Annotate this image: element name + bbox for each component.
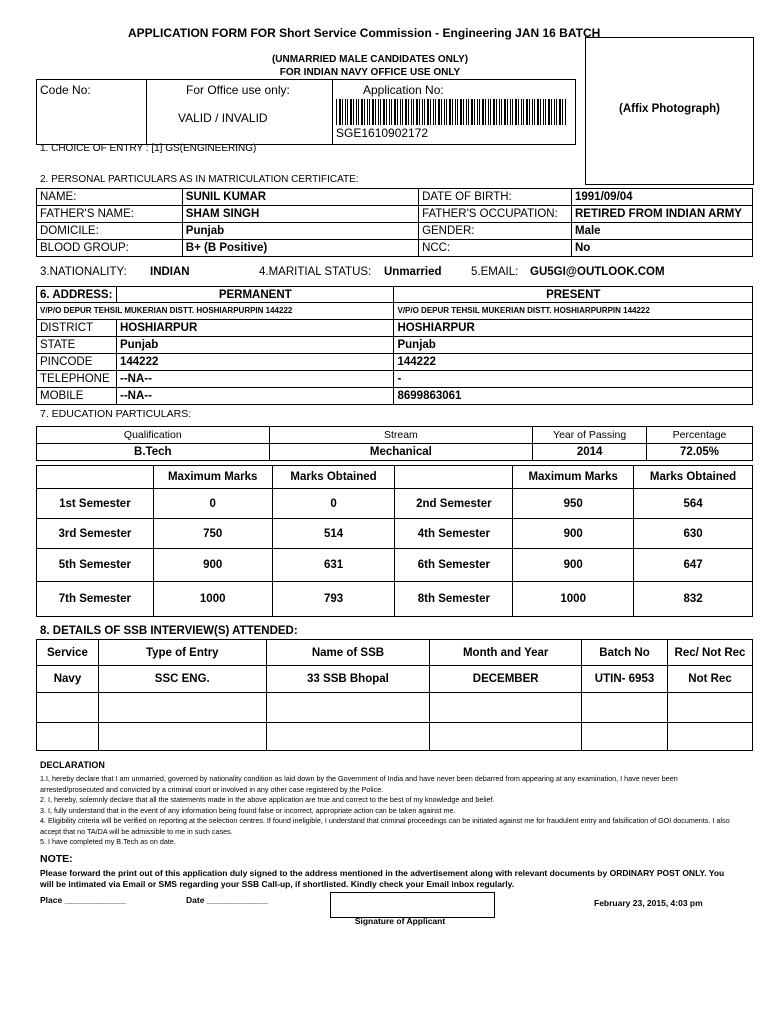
table-cell: 564 [634, 489, 753, 519]
table-cell: DECEMBER [430, 666, 582, 693]
table-cell: 793 [272, 582, 395, 617]
email-value: GU5GI@OUTLOOK.COM [530, 266, 665, 278]
email-label: 5.EMAIL: [471, 266, 519, 278]
table-cell: No [572, 240, 753, 257]
table-cell: 2nd Semester [395, 489, 513, 519]
table-cell [37, 693, 99, 723]
application-no-label: Application No: [363, 83, 444, 97]
table-cell: Punjab [116, 337, 394, 354]
table-cell [582, 723, 668, 751]
table-row [37, 444, 753, 461]
table-cell [37, 723, 99, 751]
table-row [37, 240, 753, 257]
ssb-heading: 8. DETAILS OF SSB INTERVIEW(S) ATTENDED: [40, 625, 298, 637]
table-cell: 1000 [153, 582, 272, 617]
table-cell: 144222 [116, 354, 394, 371]
table-row [37, 519, 753, 549]
table-row [37, 223, 753, 240]
table-cell: SUNIL KUMAR [182, 189, 418, 206]
table-cell [266, 693, 430, 723]
table-cell: DATE OF BIRTH: [419, 189, 572, 206]
table-cell: Rec/ Not Rec [667, 640, 752, 666]
table-cell: 900 [513, 519, 634, 549]
date-field: Date _____________ [186, 895, 269, 905]
code-no-label: Code No: [40, 83, 91, 97]
table-cell: PRESENT [394, 287, 753, 303]
declaration-text: 1.I, hereby declare that I am unmarried, governed by nationality condition as laid down by the Government of India and have never been debarred from appearing at any examination, I have never been arrested/prosecuted and convicted by a criminal court or involved in any other case registered by the Police. 2. I, hereby, solemnly declare that all the statements made in the above application are true and correct to the best of my knowledge and belief. 3. I, fully understand that in the event of any information being found false or incorrect, appropriate action can be taken against me. 4. Eligibility criteria will be verified on reporting at the selection centres. If found ineligible, I understand that criminal proceedings can be initiated against me for fraudulent entry and falsification of GOI documents. I also accept that no TA/DA will be admissible to me in such cases. 5. I have completed my B.Tech as on date. [40, 774, 730, 846]
table-cell: FATHER'S OCCUPATION: [419, 206, 572, 223]
signature-box [330, 892, 495, 918]
table-row [37, 666, 753, 693]
table-row [37, 337, 753, 354]
table-cell: 1000 [513, 582, 634, 617]
table-cell: RETIRED FROM INDIAN ARMY [572, 206, 753, 223]
photo-box [585, 37, 754, 185]
education-heading: 7. EDUCATION PARTICULARS: [40, 408, 192, 420]
table-cell: MOBILE [37, 388, 117, 405]
table-cell [430, 693, 582, 723]
table-cell [266, 723, 430, 751]
table-row [37, 489, 753, 519]
personal-heading: 2. PERSONAL PARTICULARS AS IN MATRICULATION CERTIFICATE: [40, 174, 359, 185]
table-row [37, 388, 753, 405]
table-cell: TELEPHONE [37, 371, 117, 388]
table-row [37, 206, 753, 223]
table-cell: Qualification [37, 427, 270, 444]
table-row [37, 582, 753, 617]
note-text: Please forward the print out of this application duly signed to the address mentioned in the advertisement along with relevant documents by ORDINARY POST ONLY. You will be intimated via Email or SMS regarding your SSB Call-up, if shortlisted. Kindly check your Email inbox regularly. [40, 868, 725, 889]
table-cell: V/P/O DEPUR TEHSIL MUKERIAN DISTT. HOSHIARPURPIN 144222 [37, 303, 394, 320]
table-cell: HOSHIARPUR [394, 320, 753, 337]
declaration-title: DECLARATION [40, 760, 105, 770]
valid-invalid: VALID / INVALID [178, 111, 268, 125]
table-cell: Stream [269, 427, 533, 444]
table-cell: Batch No [582, 640, 668, 666]
table-cell: 514 [272, 519, 395, 549]
form-title: APPLICATION FORM FOR Short Service Commission - Engineering JAN 16 BATCH [128, 26, 601, 40]
note-title: NOTE: [40, 853, 73, 865]
table-cell: Type of Entry [98, 640, 266, 666]
ssb-table [36, 639, 753, 751]
office-use-label: For Office use only: [186, 83, 290, 97]
table-cell: 900 [153, 549, 272, 582]
table-cell: 6th Semester [395, 549, 513, 582]
table-cell: Service [37, 640, 99, 666]
table-cell: 0 [272, 489, 395, 519]
table-cell: DOMICILE: [37, 223, 183, 240]
table-cell [98, 723, 266, 751]
signature-label: Signature of Applicant [354, 916, 446, 926]
table-cell: NCC: [419, 240, 572, 257]
table-cell: 33 SSB Bhopal [266, 666, 430, 693]
table-row [37, 549, 753, 582]
nationality-value: INDIAN [150, 266, 190, 278]
table-cell: Male [572, 223, 753, 240]
application-no: SGE1610902172 [336, 126, 429, 140]
barcode [336, 99, 566, 125]
table-cell: 6. ADDRESS: [37, 287, 117, 303]
table-cell: 647 [634, 549, 753, 582]
table-cell: 630 [634, 519, 753, 549]
subtitle-unmarried: (UNMARRIED MALE CANDIDATES ONLY) [271, 54, 469, 65]
marks-table [36, 465, 753, 617]
address-table [36, 286, 753, 405]
table-cell: Maximum Marks [153, 466, 272, 489]
table-cell: Marks Obtained [272, 466, 395, 489]
table-row [37, 693, 753, 723]
table-cell: Marks Obtained [634, 466, 753, 489]
table-cell: Navy [37, 666, 99, 693]
table-cell: Month and Year [430, 640, 582, 666]
table-cell: FATHER'S NAME: [37, 206, 183, 223]
table-cell: 144222 [394, 354, 753, 371]
table-cell [395, 466, 513, 489]
table-cell: DISTRICT [37, 320, 117, 337]
table-cell: 631 [272, 549, 395, 582]
table-cell: 8th Semester [395, 582, 513, 617]
table-cell: 1st Semester [37, 489, 154, 519]
table-row [37, 189, 753, 206]
table-cell: 1991/09/04 [572, 189, 753, 206]
table-cell: SSC ENG. [98, 666, 266, 693]
table-row [37, 320, 753, 337]
table-cell: 4th Semester [395, 519, 513, 549]
place-field: Place _____________ [40, 895, 127, 905]
table-cell: 750 [153, 519, 272, 549]
table-cell [37, 466, 154, 489]
table-cell [667, 693, 752, 723]
table-cell: 832 [634, 582, 753, 617]
table-cell: Maximum Marks [513, 466, 634, 489]
marital-value: Unmarried [384, 266, 442, 278]
table-cell [98, 693, 266, 723]
personal-table [36, 188, 753, 257]
table-cell: STATE [37, 337, 117, 354]
table-cell: PINCODE [37, 354, 117, 371]
table-cell: --NA-- [116, 388, 394, 405]
table-cell: 2014 [533, 444, 647, 461]
table-cell: BLOOD GROUP: [37, 240, 183, 257]
table-row [37, 371, 753, 388]
table-cell: Punjab [182, 223, 418, 240]
table-row [37, 723, 753, 751]
table-cell: Punjab [394, 337, 753, 354]
table-cell: - [394, 371, 753, 388]
nationality-label: 3.NATIONALITY: [40, 266, 127, 278]
table-cell: 72.05% [647, 444, 753, 461]
table-cell: V/P/O DEPUR TEHSIL MUKERIAN DISTT. HOSHIARPURPIN 144222 [394, 303, 753, 320]
table-cell: 900 [513, 549, 634, 582]
table-cell: 950 [513, 489, 634, 519]
table-cell: --NA-- [116, 371, 394, 388]
table-cell: 5th Semester [37, 549, 154, 582]
table-row [37, 354, 753, 371]
timestamp: February 23, 2015, 4:03 pm [594, 898, 703, 908]
table-cell: 3rd Semester [37, 519, 154, 549]
table-cell: NAME: [37, 189, 183, 206]
table-cell: SHAM SINGH [182, 206, 418, 223]
photo-label: (Affix Photograph) [619, 103, 720, 115]
table-cell [430, 723, 582, 751]
table-cell: PERMANENT [116, 287, 394, 303]
table-cell: UTIN- 6953 [582, 666, 668, 693]
table-cell: Mechanical [269, 444, 533, 461]
table-cell: B+ (B Positive) [182, 240, 418, 257]
table-cell: 7th Semester [37, 582, 154, 617]
choice-of-entry: 1. CHOICE OF ENTRY : [1] GS(ENGINEERING) [40, 143, 257, 154]
table-cell [582, 693, 668, 723]
table-cell: Name of SSB [266, 640, 430, 666]
table-cell: B.Tech [37, 444, 270, 461]
table-cell [667, 723, 752, 751]
subtitle-office: FOR INDIAN NAVY OFFICE USE ONLY [279, 67, 461, 78]
table-cell: GENDER: [419, 223, 572, 240]
table-cell: 8699863061 [394, 388, 753, 405]
table-cell: Percentage [647, 427, 753, 444]
marital-label: 4.MARITIAL STATUS: [259, 266, 372, 278]
table-cell: 0 [153, 489, 272, 519]
table-cell: Year of Passing [533, 427, 647, 444]
table-cell: Not Rec [667, 666, 752, 693]
table-cell: HOSHIARPUR [116, 320, 394, 337]
education-table [36, 426, 753, 461]
